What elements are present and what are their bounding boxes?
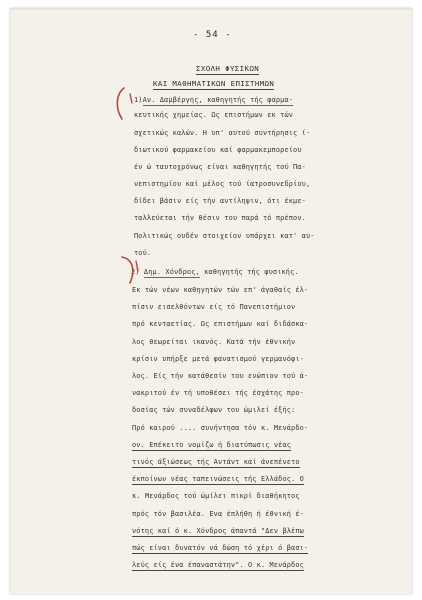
section1-line: δίδει βάσιν είς τήν αντίληψιν, ότι έκμε- <box>134 197 306 205</box>
section2-line <box>132 476 304 483</box>
section2-line <box>132 425 308 432</box>
document-page <box>10 8 412 594</box>
page-number: - 54 - <box>193 30 232 40</box>
section2-line <box>132 304 295 311</box>
section2-line-text: πρός τόν βασιλέα. Ενα έπλήθη ή έθνική έ- <box>132 509 304 518</box>
section2-line-text: λος θεωρείται ικανός. Κατά τήν έθνικήν <box>132 337 296 346</box>
section2-line <box>132 321 308 328</box>
section1-line: Αν. Δαμβέργης, καθηγητής τής φαρμα- <box>142 96 294 104</box>
section2-first-rest: καθηγητής τής φυσικής. <box>204 268 299 276</box>
section1-line: νεπιστημίου καί μέλος τού ίατροσυνεδρίου, <box>134 180 311 188</box>
section2-line-text: τινός άξιώσεως τής Αντάντ καί άνεπένετο <box>132 458 300 466</box>
section2-line-text: νακριτού έν τή υποθέσει τής έσχάτης προ- <box>132 389 304 398</box>
section2-line-text: Εκ τών νέων καθηγητών τών επ' άγαθαίς έλ- <box>132 286 309 294</box>
section2-line <box>132 545 308 552</box>
section2-line <box>132 373 308 380</box>
section2-line <box>132 390 304 397</box>
heading-line-1 <box>196 65 259 72</box>
section2-line-text: κ. Μενάρδος τού ώμίλει πικρί διαθήκητος <box>132 492 300 501</box>
section1-line: διωτικού φαρμακείου καί φαρμακεμπορείου <box>134 146 302 154</box>
section2-line-text: πρό κενταετίας. Ως επιστήμων καί διδάσκα- <box>132 320 309 329</box>
section2-line <box>132 528 304 535</box>
section2-name: Δημ. Χόνδρος, <box>143 268 200 276</box>
section2-line <box>132 459 300 466</box>
section2-line-text: πίσιν εισελθόντων είς τό Πανεπιστήμιον <box>132 303 296 312</box>
section2-line-text: νότης καί ό κ. Χόνδρος άπαντά "Δεν βλέπω <box>132 526 304 535</box>
section1-line: έν ώ ταυτοχρόνως είναι καθηγητής τού Πα- <box>134 163 306 171</box>
section2-line-text: έκποίνων νέας ταπεινώσεις τής Ελλάδος. Ο <box>132 475 304 484</box>
section2-line-text: λεύς είς ένα έπαναστάτην". Ο κ. Μενάρδος <box>132 561 304 570</box>
section2-line-text: πώς είναι δυνατόν νά δώση τό χέρι ό βασι- <box>132 544 309 552</box>
section2-line <box>132 356 304 363</box>
section2-line-text: λος. Είς τήν κατάθεσίν του ενώπιον τού ά- <box>132 372 309 380</box>
heading-sciences: ΚΑΙ ΜΑΘΗΜΑΤΙΚΩΝ ΕΠΙΣΤΗΜΩΝ <box>153 79 275 88</box>
section2-line <box>132 339 295 346</box>
section1-line: Πολιτικώς ουδέν στοιχείον υπάρχει κατ' αυ- <box>134 232 315 240</box>
section2-line <box>132 287 308 294</box>
section1-line: σχετικώς καλών. Η υπ' αυτού συντήρησις ί- <box>134 129 311 137</box>
section2-line-text: Πρό καιρού .... συνήντησα τόν κ. Μενάρδο- <box>132 423 309 432</box>
section2-line <box>132 562 304 569</box>
section2-line-text: κρίσιν υπήρξε μετά φανατισμού γερμανόφι- <box>132 354 304 363</box>
section2-line <box>132 511 304 518</box>
heading-faculty: ΣΧΟΛΗ ΦΥΣΙΚΩΝ <box>196 64 260 73</box>
section1-line: ταλλεύεται τήν θέσιν του παρά τό πρέπον. <box>134 214 306 222</box>
section2-line <box>132 493 300 500</box>
section2-first-line <box>131 269 299 276</box>
section1-first-line <box>134 97 293 104</box>
section2-line-text: δοσίας τών συναδέλφων του ώμιλεί έξής: <box>132 406 296 415</box>
section1-number: 1) <box>134 96 143 104</box>
section2-line <box>132 407 295 414</box>
heading-line-2 <box>153 80 274 87</box>
section2-line <box>132 442 291 449</box>
section1-line: κευτικής χημείας. Ως επιστήμων εκ τών <box>134 111 294 119</box>
section2-number: 2) <box>131 268 140 276</box>
section1-line: τού. <box>134 249 152 257</box>
section2-line-text: ον. Επέκειτο νομίζω ή διατύπωσις νέας <box>132 440 292 449</box>
